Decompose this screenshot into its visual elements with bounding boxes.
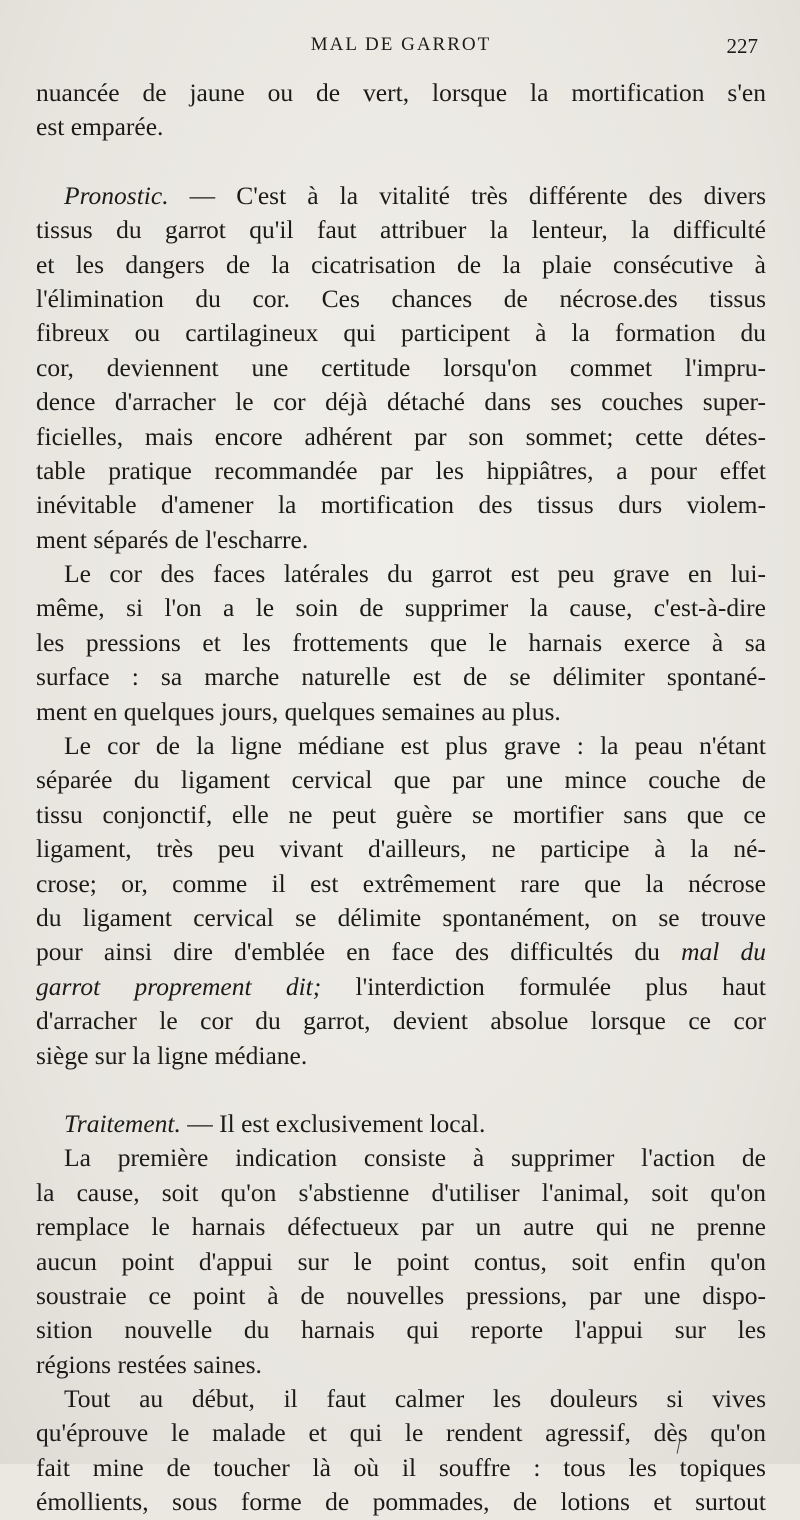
text-line: tissu conjonctif, elle ne peut guère se mortifier sans que ce [36,799,766,829]
text-line: du ligament cervical se délimite spontanément, on se trouve [36,902,766,932]
text-line: les pressions et les frottements que le harnais exerce à sa [36,627,766,657]
running-head: MAL DE GARROT [310,34,492,55]
paragraph-gap [36,1073,766,1107]
text-line: et les dangers de la cicatrisation de la plaie consécutive à [36,249,766,279]
text-line: l'élimination du cor. Ces chances de nécrose.des tissus [36,283,766,313]
text-run: — C'est à la vitalité très différente des divers [168,180,766,210]
text-line: Le cor de la ligne médiane est plus grave : la peau n'étant [64,731,766,761]
text-run: l'interdiction formulée plus haut [321,971,766,1001]
text-line: ligament, très peu vivant d'ailleurs, ne participe à la né- [36,834,766,864]
text-line: inévitable d'amener la mortification des tissus durs violem- [36,490,766,520]
text-line: cor, deviennent une certitude lorsqu'on commet l'impru- [36,352,766,382]
text-line: Le cor des faces latérales du garrot est peu grave en lui- [64,559,766,589]
text-line: ficielles, mais encore adhérent par son sommet; cette détes- [36,421,766,451]
text-line: d'arracher le cor du garrot, devient absolue lorsque ce cor [36,1006,766,1036]
text-line: dence d'arracher le cor déjà détaché dans ses couches super- [36,387,766,417]
text-line: ment en quelques jours, quelques semaines au plus. [36,696,561,726]
text-run: — Il est exclusivement local. [180,1108,486,1138]
italic-term: mal du [681,937,766,967]
text-line: surface : sa marche naturelle est de se délimiter spontané- [36,662,766,692]
text-line: la cause, soit qu'on s'abstienne d'utiliser l'animal, soit qu'on [36,1177,766,1207]
text-line: aucun point d'appui sur le point contus, soit enfin qu'on [36,1246,766,1276]
text-line: qu'éprouve le malade et qui le rendent agressif, dès qu'on [36,1418,766,1448]
text-line: Tout au début, il faut calmer les douleurs si vives [64,1384,766,1414]
text-run: pour ainsi dire d'emblée en face des difficultés du [36,937,682,967]
section-heading-traitement: Traitement. [64,1108,181,1138]
text-line: régions restées saines. [36,1349,262,1379]
pronostic-first-line [36,179,766,213]
page-header [36,32,766,62]
text-line: tissus du garrot qu'il faut attribuer la lenteur, la difficulté [36,215,766,245]
text-line: soustraie ce point à de nouvelles pressions, par une dispo- [36,1280,766,1310]
text-line: La première indication consiste à supprimer l'action de [64,1143,766,1173]
text-line: nuancée de jaune ou de vert, lorsque la mortification s'en [36,78,766,107]
text-line: ment séparés de l'escharre. [36,524,309,554]
paragraph-gap [36,145,766,179]
text-line: crose; or, comme il est extrêmement rare que la nécrose [36,868,766,898]
italic-term: garrot proprement dit; [36,971,322,1001]
page-number: 227 [726,34,758,58]
text-line: est emparée. [36,112,164,142]
text-line: fait mine de toucher là où il souffre : tous les topiques [36,1452,766,1482]
text-line: table pratique recommandée par les hippiâtres, a pour effet [36,455,766,485]
text-line [36,935,766,969]
text-line [36,970,766,1004]
section-heading-pronostic: Pronostic. [64,180,169,210]
text-line: remplace le harnais défectueux par un autre qui ne prenne [36,1212,766,1242]
text-line: émollients, sous forme de pommades, de lotions et surtout [36,1487,766,1517]
text-line: même, si l'on a le soin de supprimer la cause, c'est-à-dire [36,593,766,623]
traitement-first-line [36,1107,766,1141]
text-line: séparée du ligament cervical que par une mince couche de [36,765,766,795]
body-text [36,76,766,1520]
text-line: sition nouvelle du harnais qui reporte l'appui sur les [36,1315,766,1345]
text-line: fibreux ou cartilagineux qui participent à la formation du [36,318,766,348]
text-line: siège sur la ligne médiane. [36,1040,308,1070]
